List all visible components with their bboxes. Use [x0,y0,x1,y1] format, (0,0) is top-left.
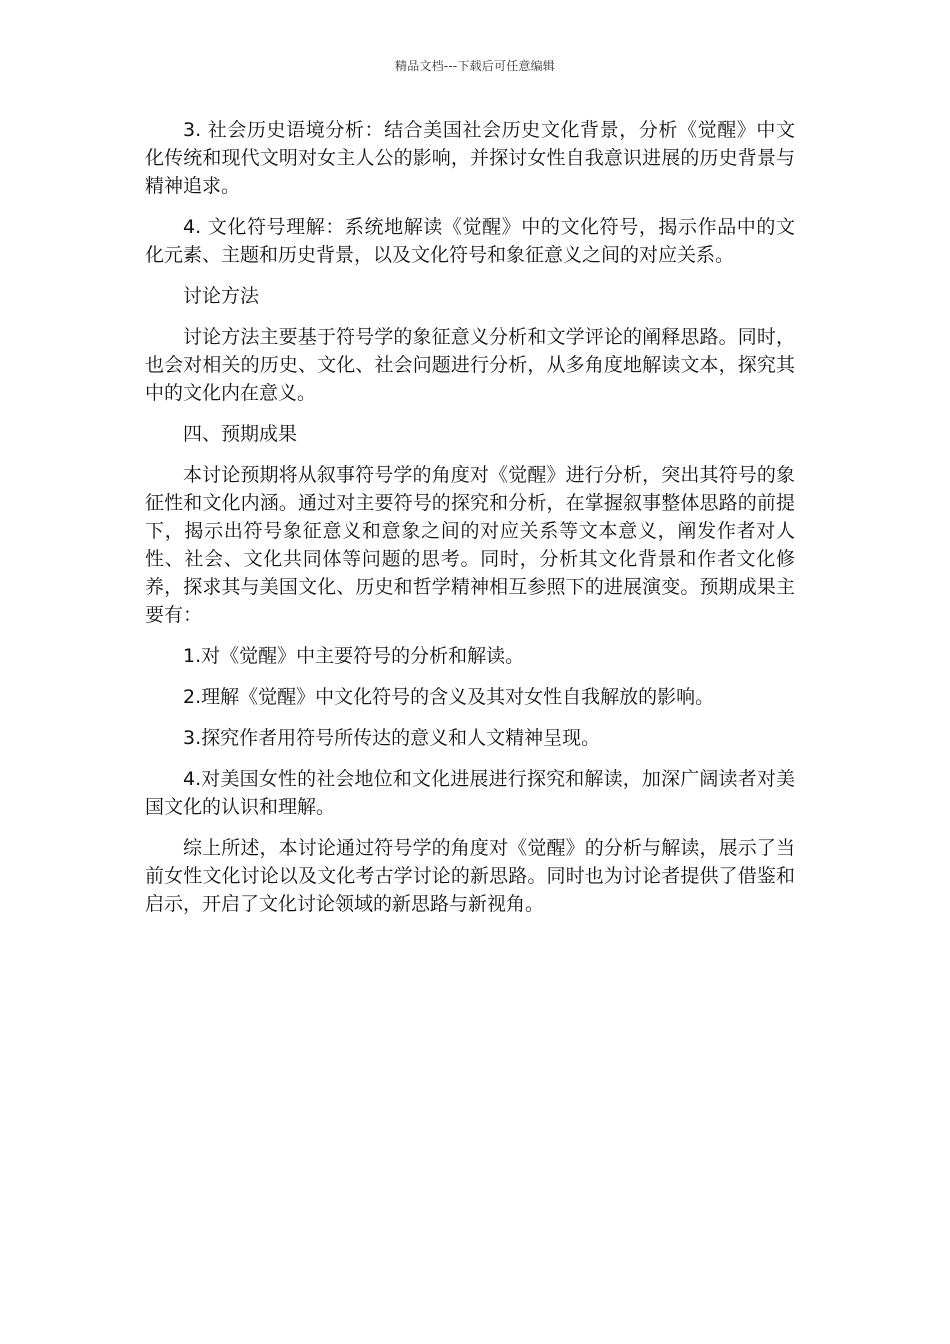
paragraph-social-context: 3. 社会历史语境分析：结合美国社会历史文化背景，分析《觉醒》中文化传统和现代文明对女主人公的影响，并探讨女性自我意识进展的历史背景与精神追求。 [145,119,795,197]
paragraph-expected-results: 本讨论预期将从叙事符号学的角度对《觉醒》进行分析，突出其符号的象征性和文化内涵。通过对主要符号的探究和分析，在掌握叙事整体思路的前提下，揭示出符号象征意义和意象之间的对应关系等文本意义，阐发作者对人性、社会、文化共同体等问题的思考。同时，分析其文化背景和作者文化修养，探求其与美国文化、历史和哲学精神相互参照下的进展演变。预期成果主要有： [145,464,795,626]
list-item-1: 1.对《觉醒》中主要符号的分析和解读。 [183,645,525,667]
paragraph-cultural-symbols: 4. 文化符号理解：系统地解读《觉醒》中的文化符号，揭示作品中的文化元素、主题和历史背景，以及文化符号和象征意义之间的对应关系。 [145,216,795,266]
section-heading-method: 讨论方法 [183,285,260,307]
page-header: 精品文档---下载后可任意编辑 [395,59,555,73]
document-body [145,116,795,931]
paragraph-conclusion: 综上所述，本讨论通过符号学的角度对《觉醒》的分析与解读，展示了当前女性文化讨论以及文化考古学讨论的新思路。同时也为讨论者提供了借鉴和启示，开启了文化讨论领域的新思路与新视角。 [145,837,795,915]
section-heading-expected-results: 四、预期成果 [183,423,298,445]
paragraph-method: 讨论方法主要基于符号学的象征意义分析和文学评论的阐释思路。同时，也会对相关的历史、文化、社会问题进行分析，从多角度地解读文本，探究其中的文化内在意义。 [145,326,795,404]
list-item-4: 4.对美国女性的社会地位和文化进展进行探究和解读，加深广阔读者对美国文化的认识和理解。 [145,768,795,818]
list-item-2: 2.理解《觉醒》中文化符号的含义及其对女性自我解放的影响。 [183,686,715,708]
list-item-3: 3.探究作者用符号所传达的意义和人文精神呈现。 [183,727,601,749]
